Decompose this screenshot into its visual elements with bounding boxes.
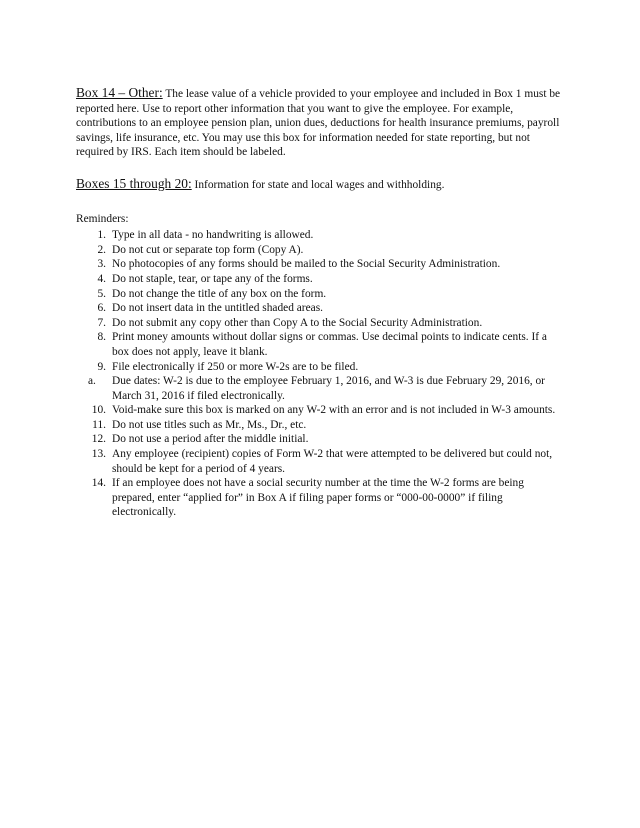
reminder-item-8 [76, 330, 566, 359]
reminder-number: 2. [97, 243, 106, 256]
reminder-text: File electronically if 250 or more W-2s are to be filed. [112, 360, 359, 373]
boxes15to20-heading: Boxes 15 through 20: [76, 175, 192, 191]
reminder-number: 9. [97, 360, 106, 373]
reminder-number: 4. [97, 272, 106, 285]
reminder-text: No photocopies of any forms should be mailed to the Social Security Administration. [112, 258, 501, 271]
reminder-text: Do not change the title of any box on the form. [112, 287, 327, 300]
reminder-text: Do not use titles such as Mr., Ms., Dr., etc. [112, 418, 307, 431]
reminder-text: Do not use a period after the middle initial. [112, 433, 309, 446]
reminder-number: 5. [97, 287, 106, 300]
reminder-item-3 [76, 257, 566, 272]
boxes15to20-paragraph [76, 177, 566, 193]
reminder-number: 1. [97, 229, 106, 242]
reminder-number: 10. [91, 404, 106, 417]
reminder-item-6 [76, 301, 566, 316]
reminder-text: Void-make sure this box is marked on any W-2 with an error and is not included in W-3 amounts. [112, 404, 556, 417]
reminder-subitem-9a [76, 374, 566, 403]
reminder-item-9 [76, 360, 566, 375]
reminder-number: 12. [91, 433, 106, 446]
reminder-item-5 [76, 287, 566, 302]
boxes15to20-text: Information for state and local wages and withholding. [194, 178, 445, 191]
reminder-number: 7. [97, 316, 106, 329]
reminder-text: Any employee (recipient) copies of Form W-2 that were attempted to be delivered but could not, should be kept for a period of 4 years. [112, 448, 553, 475]
reminder-number: 14. [91, 477, 106, 490]
reminder-number: 8. [97, 331, 106, 344]
subitem-text: Due dates: W-2 is due to the employee February 1, 2016, and W-3 is due February 29, 2016, or March 31, 2016 if filed electronically. [112, 375, 545, 402]
box14-paragraph [76, 86, 566, 160]
reminder-number: 13. [91, 448, 106, 461]
reminder-item-13 [76, 447, 566, 476]
reminder-item-12 [76, 432, 566, 447]
reminder-text: Do not insert data in the untitled shaded areas. [112, 302, 323, 315]
reminders-title: Reminders: [76, 212, 129, 225]
box14-heading: Box 14 – Other: [76, 85, 163, 100]
reminder-item-2 [76, 243, 566, 258]
reminder-number: 6. [97, 302, 106, 315]
subitem-letter: a. [88, 375, 96, 388]
reminder-item-11 [76, 418, 566, 433]
reminder-item-4 [76, 272, 566, 287]
reminders-list [76, 228, 566, 520]
reminder-text: Do not staple, tear, or tape any of the forms. [112, 272, 313, 285]
reminder-item-10 [76, 403, 566, 418]
reminder-number: 11. [92, 418, 106, 431]
reminder-text: Type in all data - no handwriting is allowed. [112, 229, 314, 242]
reminder-item-14 [76, 476, 566, 520]
reminder-text: Do not submit any copy other than Copy A to the Social Security Administration. [112, 316, 483, 329]
box14-text: The lease value of a vehicle provided to your employee and included in Box 1 must be reported here. Use to report other information that you want to give the employee. For example, contributions to an employee pension plan, union dues, deductions for health insurance premiums, payroll savings, life insurance, etc. You may use this box for information needed for state reporting, but not required by IRS. Each item should be labeled. [76, 88, 561, 159]
reminder-item-7 [76, 316, 566, 331]
document-page [76, 86, 566, 520]
reminder-number: 3. [97, 258, 106, 271]
reminder-text: Do not cut or separate top form (Copy A). [112, 243, 304, 256]
reminder-text: If an employee does not have a social security number at the time the W-2 forms are being prepared, enter “applied for” in Box A if filing paper forms or “000-00-0000” if filing electronically. [112, 477, 524, 519]
reminder-text: Print money amounts without dollar signs or commas. Use decimal points to indicate cents. If a box does not apply, leave it blank. [112, 331, 547, 358]
reminder-item-1 [76, 228, 566, 243]
